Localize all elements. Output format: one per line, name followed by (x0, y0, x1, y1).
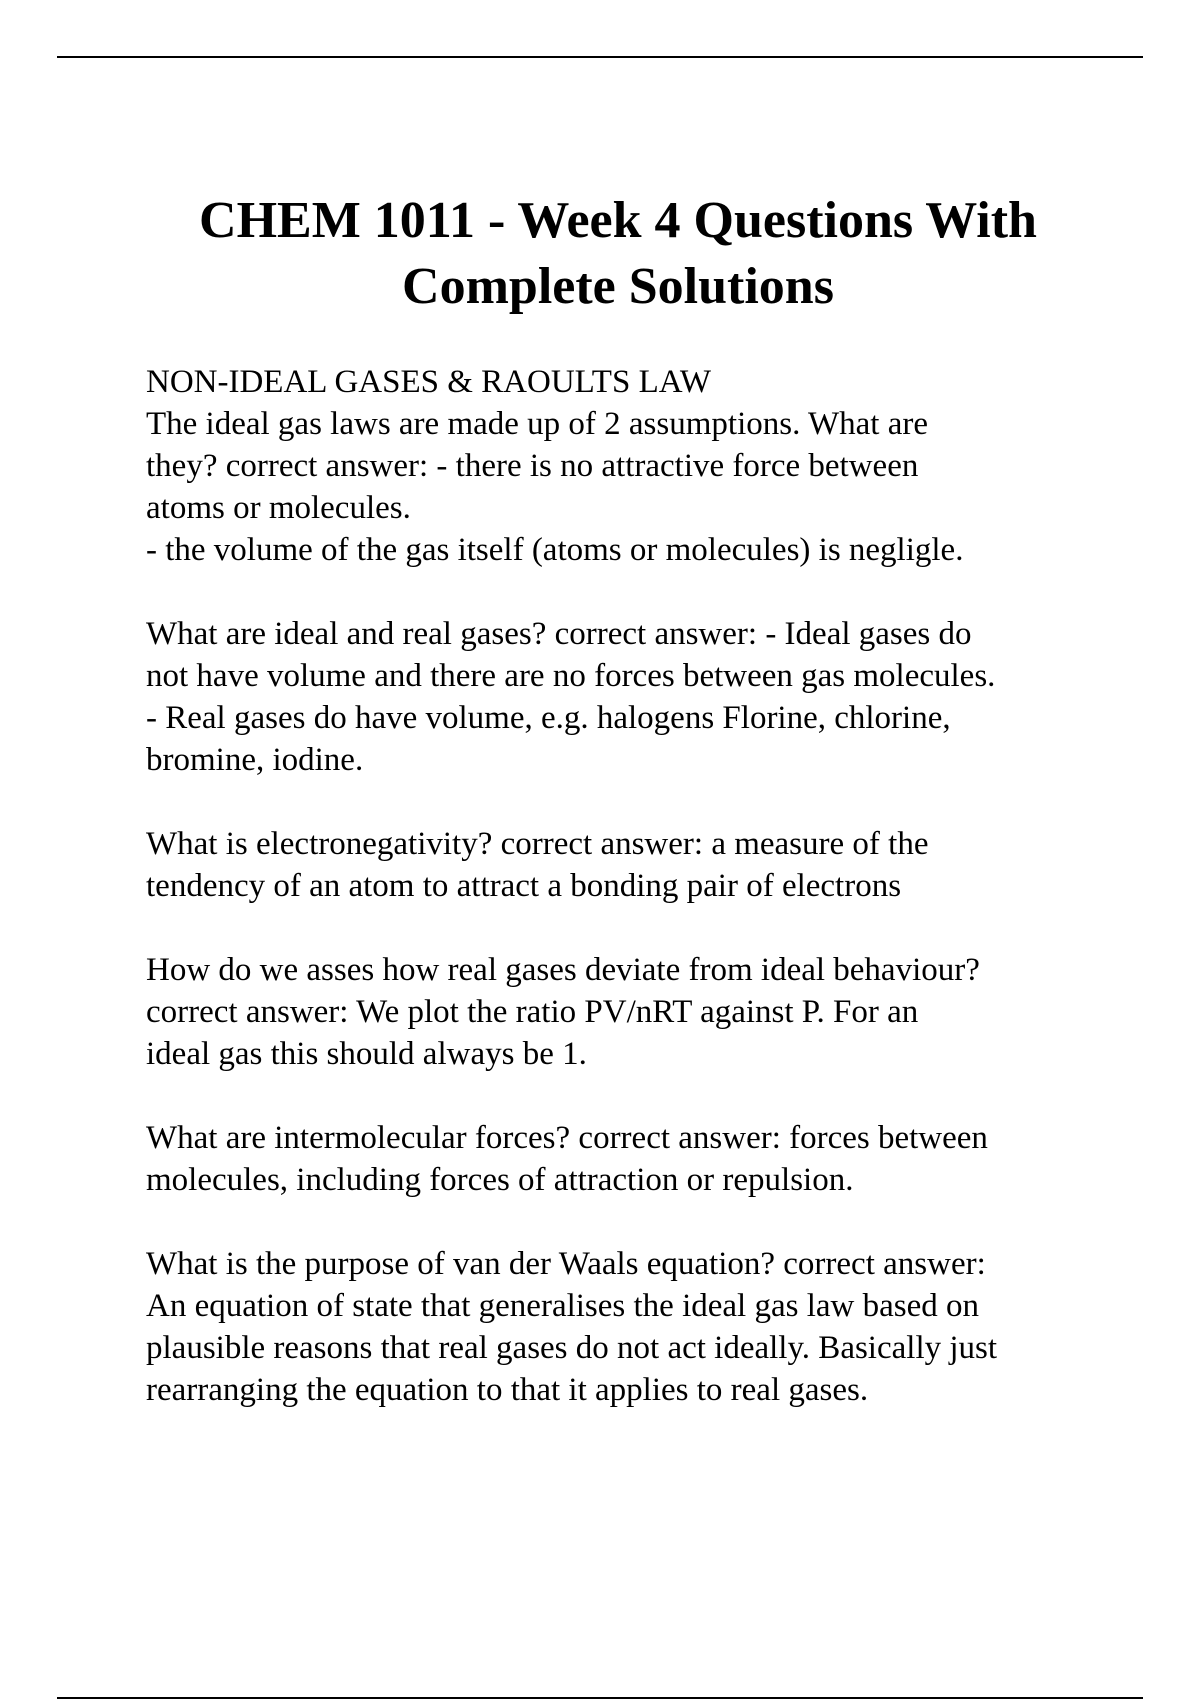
text-line: not have volume and there are no forces between gas molecules. (146, 658, 996, 694)
text-line: atoms or molecules. (146, 490, 411, 526)
section-heading: NON-IDEAL GASES & RAOULTS LAW (146, 364, 712, 400)
bottom-divider (57, 1697, 1143, 1699)
text-line: - the volume of the gas itself (atoms or molecules) is negligle. (146, 532, 964, 568)
text-line: ideal gas this should always be 1. (146, 1036, 587, 1072)
text-line: What is electronegativity? correct answer: a measure of the (146, 826, 929, 862)
text-line: bromine, iodine. (146, 742, 364, 778)
title-line-2: Complete Solutions (402, 258, 834, 315)
text-line: How do we asses how real gases deviate from ideal behaviour? (146, 952, 980, 988)
document-title (100, 188, 1136, 320)
text-line: molecules, including forces of attraction or repulsion. (146, 1162, 854, 1198)
qa-item (146, 823, 1146, 907)
qa-item (146, 949, 1146, 1075)
text-line: tendency of an atom to attract a bonding pair of electrons (146, 868, 902, 904)
text-line: correct answer: We plot the ratio PV/nRT against P. For an (146, 994, 919, 1030)
text-line: The ideal gas laws are made up of 2 assumptions. What are (146, 406, 928, 442)
qa-item (146, 1243, 1146, 1411)
text-line: rearranging the equation to that it applies to real gases. (146, 1372, 869, 1408)
text-line: What are intermolecular forces? correct answer: forces between (146, 1120, 988, 1156)
qa-item (146, 613, 1146, 781)
text-line: What are ideal and real gases? correct answer: - Ideal gases do (146, 616, 972, 652)
title-line-1: CHEM 1011 - Week 4 Questions With (199, 192, 1037, 249)
qa-item (146, 403, 1146, 571)
text-line: they? correct answer: - there is no attractive force between (146, 448, 919, 484)
document-body (146, 361, 1146, 1453)
text-line: - Real gases do have volume, e.g. halogens Florine, chlorine, (146, 700, 951, 736)
qa-item (146, 1117, 1146, 1201)
text-line: What is the purpose of van der Waals equation? correct answer: (146, 1246, 986, 1282)
text-line: plausible reasons that real gases do not act ideally. Basically just (146, 1330, 998, 1366)
top-divider (57, 56, 1143, 58)
text-line: An equation of state that generalises the ideal gas law based on (146, 1288, 979, 1324)
